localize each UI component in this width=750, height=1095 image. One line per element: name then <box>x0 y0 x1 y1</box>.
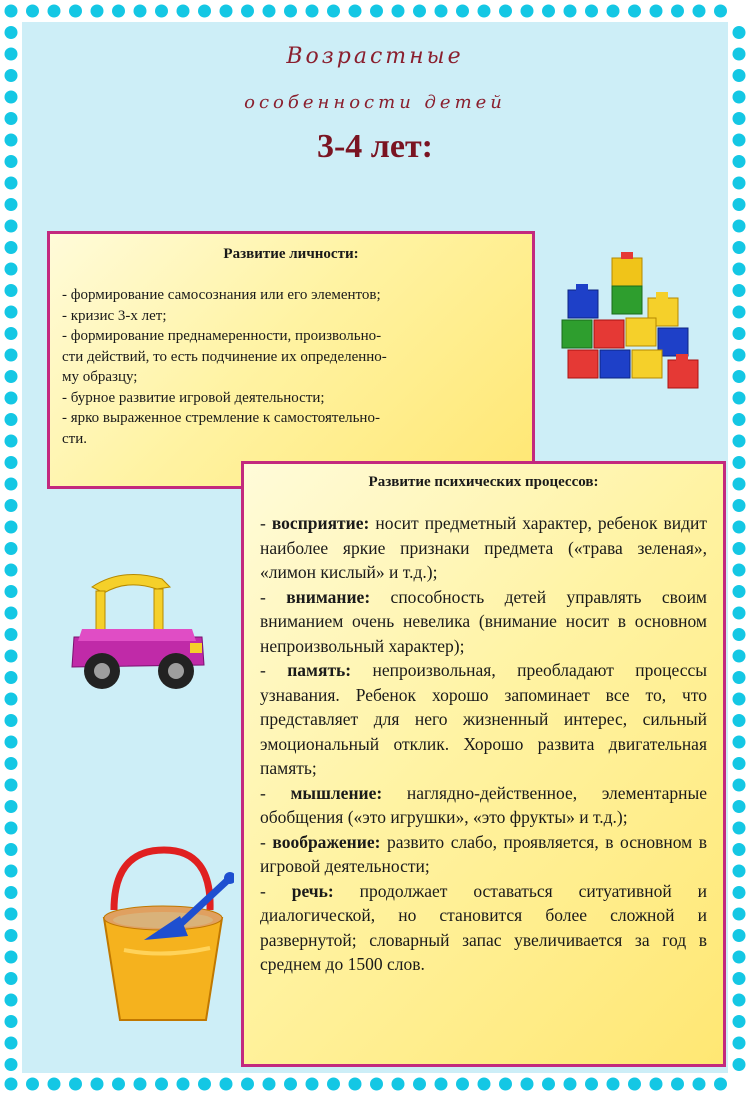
border-dot <box>48 1078 61 1091</box>
border-dot <box>733 843 746 856</box>
border-dot <box>5 134 18 147</box>
border-dot <box>5 972 18 985</box>
border-dot <box>5 521 18 534</box>
border-dot <box>733 994 746 1007</box>
border-dot <box>733 112 746 125</box>
border-dot <box>5 585 18 598</box>
border-dot <box>5 607 18 620</box>
border-dot <box>733 542 746 555</box>
border-dot <box>5 48 18 61</box>
border-dot <box>733 865 746 878</box>
personality-box <box>47 231 535 489</box>
border-dot <box>733 671 746 684</box>
border-dot <box>69 5 82 18</box>
border-dot <box>5 693 18 706</box>
border-dot <box>5 220 18 233</box>
border-dot <box>733 822 746 835</box>
border-dot <box>134 5 147 18</box>
process-text: развито слабо, проявляется, в основном в игровой деятельности; <box>260 831 708 876</box>
personality-title: Развитие личности: <box>223 246 359 262</box>
border-dot <box>91 5 104 18</box>
border-dot <box>263 5 276 18</box>
process-text: носит предметный характер, ребенок видит наиболее яркие признаки предмета («трава зеленая», «лимон кислый» и т.д.); <box>260 513 708 582</box>
border-dot <box>91 1078 104 1091</box>
border-dot <box>733 521 746 534</box>
border-dot <box>5 5 18 18</box>
border-dot <box>733 48 746 61</box>
border-dot <box>349 1078 362 1091</box>
personality-line: - кризис 3-х лет; <box>62 307 167 324</box>
process-term: внимание: <box>286 586 371 607</box>
border-dot <box>69 1078 82 1091</box>
border-dot <box>733 736 746 749</box>
border-dot <box>693 5 706 18</box>
personality-line: му образцу; <box>62 369 138 385</box>
border-dot <box>220 1078 233 1091</box>
border-dot <box>733 1015 746 1028</box>
border-dot <box>5 284 18 297</box>
process-item: - мышление: наглядно-действенное, элементарные обобщения («это игрушки», «это фрукты» и т.д.); <box>260 782 707 827</box>
border-dot <box>263 1078 276 1091</box>
border-dot <box>733 134 746 147</box>
border-dot <box>733 26 746 39</box>
border-dot <box>155 1078 168 1091</box>
border-dot <box>733 628 746 641</box>
border-dot <box>284 1078 297 1091</box>
border-dot <box>733 972 746 985</box>
border-dot <box>733 908 746 921</box>
border-dot <box>650 1078 663 1091</box>
border-dot <box>733 564 746 577</box>
personality-line: - ярко выраженное стремление к самостоятельно- <box>62 410 380 426</box>
process-item: - восприятие: носит предметный характер, ребенок видит наиболее яркие признаки предмета («трава зеленая», «лимон кислый» и т.д.); <box>260 513 708 582</box>
border-dot <box>693 1078 706 1091</box>
border-dot <box>392 5 405 18</box>
processes-box <box>241 461 726 1067</box>
border-dot <box>714 5 727 18</box>
border-dot <box>456 5 469 18</box>
border-dot <box>370 5 383 18</box>
border-dot <box>733 349 746 362</box>
border-dot <box>5 69 18 82</box>
process-item: - память: непроизвольная, преобладают процессы узнавания. Ребенок хорошо запоминает все то, что представляет для него жизненный интерес, сильный эмоциональный отклик. Хорошо развита двигательная память; <box>260 660 707 778</box>
border-dot <box>671 5 684 18</box>
border-dot <box>585 5 598 18</box>
personality-line: сти действий, то есть подчинение их определенно- <box>62 348 387 365</box>
border-dot <box>327 5 340 18</box>
border-dot <box>733 284 746 297</box>
border-dot <box>177 1078 190 1091</box>
border-dot <box>733 327 746 340</box>
process-term: мышление: <box>290 782 383 803</box>
border-dot <box>5 650 18 663</box>
process-item: - речь: продолжает оставаться ситуативной и диалогической, но становится более сложной и развернутой; словарный запас увеличивается за год в среднем до 1500 слов. <box>260 880 708 974</box>
border-dot <box>112 5 125 18</box>
border-dot <box>5 843 18 856</box>
border-dot <box>112 1078 125 1091</box>
border-dot <box>5 306 18 319</box>
border-dot <box>733 198 746 211</box>
border-dot <box>671 1078 684 1091</box>
border-dot <box>733 478 746 491</box>
process-text: продолжает оставаться ситуативной и диалогической, но становится более сложной и развернутой; словарный запас увеличивается за год в среднем до 1500 слов. <box>260 880 708 974</box>
border-dot <box>5 951 18 964</box>
border-dot <box>241 5 254 18</box>
border-dot <box>26 1078 39 1091</box>
border-dot <box>5 865 18 878</box>
title-line-2: особенности детей <box>244 92 506 113</box>
personality-line: - формирование преднамеренности, произвольно- <box>62 328 382 344</box>
border-dot <box>733 693 746 706</box>
border-dot <box>5 1015 18 1028</box>
border-dot <box>26 5 39 18</box>
process-term: восприятие: <box>271 513 370 533</box>
process-item: - внимание: способность детей управлять своим вниманием очень невелика (внимание носит в основном непроизвольный характер); <box>260 586 708 656</box>
border-dot <box>5 714 18 727</box>
border-dot <box>48 5 61 18</box>
border-dot <box>733 220 746 233</box>
border-dot <box>5 91 18 104</box>
border-dot <box>413 5 426 18</box>
border-dot <box>5 628 18 641</box>
border-dot <box>5 1037 18 1050</box>
border-dot <box>5 241 18 254</box>
border-dot <box>733 306 746 319</box>
border-dot <box>5 26 18 39</box>
border-dot <box>733 800 746 813</box>
sand-bucket-icon <box>84 840 234 1030</box>
border-dot <box>327 1078 340 1091</box>
border-dot <box>733 177 746 190</box>
personality-line: сти. <box>62 430 87 447</box>
border-dot <box>5 112 18 125</box>
personality-line: - формирование самосознания или его элементов; <box>62 287 381 303</box>
border-dot <box>733 370 746 383</box>
border-dot <box>5 155 18 168</box>
border-dot <box>733 929 746 942</box>
border-dot <box>370 1078 383 1091</box>
border-dot <box>5 263 18 276</box>
border-dot <box>177 5 190 18</box>
border-dot <box>733 155 746 168</box>
border-dot <box>628 1078 641 1091</box>
border-dot <box>5 177 18 190</box>
border-dot <box>733 886 746 899</box>
border-dot <box>607 5 620 18</box>
process-term: речь: <box>291 880 334 901</box>
title-line-1: Возрастные <box>286 44 464 69</box>
border-dot <box>5 542 18 555</box>
border-dot <box>220 5 233 18</box>
process-item: - воображение: развито слабо, проявляется, в основном в игровой деятельности; <box>260 831 708 876</box>
border-dot <box>733 499 746 512</box>
border-dot <box>521 5 534 18</box>
border-dot <box>733 607 746 620</box>
border-dot <box>733 91 746 104</box>
border-dot <box>5 370 18 383</box>
border-dot <box>198 5 211 18</box>
border-dot <box>5 327 18 340</box>
toy-blocks-icon <box>554 240 714 400</box>
border-dot <box>585 1078 598 1091</box>
border-dot <box>5 564 18 577</box>
border-dot <box>564 1078 577 1091</box>
border-dot <box>5 671 18 684</box>
border-dot <box>5 800 18 813</box>
border-dot <box>306 5 319 18</box>
border-dot <box>5 1078 18 1091</box>
border-dot <box>5 757 18 770</box>
border-dot <box>650 5 663 18</box>
border-dot <box>628 5 641 18</box>
process-text: способность детей управлять своим вниманием очень невелика (внимание носит в основном непроизвольный характер); <box>260 586 708 656</box>
border-dot <box>134 1078 147 1091</box>
border-dot <box>5 435 18 448</box>
border-dot <box>733 263 746 276</box>
border-dot <box>607 1078 620 1091</box>
border-dot <box>5 994 18 1007</box>
process-text: непроизвольная, преобладают процессы узнавания. Ребенок хорошо запоминает все то, что представляет для него жизненный интерес, сильный эмоциональный отклик. Хорошо развита двигательная память; <box>260 660 707 778</box>
border-dot <box>5 478 18 491</box>
border-dot <box>733 757 746 770</box>
border-dot <box>198 1078 211 1091</box>
processes-title: Развитие психических процессов: <box>368 474 599 490</box>
toy-car-icon <box>62 567 212 697</box>
border-dot <box>499 1078 512 1091</box>
border-dot <box>733 69 746 82</box>
border-dot <box>564 5 577 18</box>
border-dot <box>478 1078 491 1091</box>
border-dot <box>733 392 746 405</box>
border-dot <box>241 1078 254 1091</box>
border-dot <box>733 585 746 598</box>
border-dot <box>5 929 18 942</box>
border-dot <box>733 714 746 727</box>
border-dot <box>5 822 18 835</box>
border-dot <box>521 1078 534 1091</box>
border-dot <box>733 435 746 448</box>
border-dot <box>435 1078 448 1091</box>
border-dot <box>456 1078 469 1091</box>
border-dot <box>478 5 491 18</box>
poster-page <box>22 22 728 1073</box>
border-dot <box>733 650 746 663</box>
border-dot <box>155 5 168 18</box>
border-dot <box>5 499 18 512</box>
border-dot <box>733 1037 746 1050</box>
border-dot <box>306 1078 319 1091</box>
title-age: 3-4 лет: <box>316 128 433 165</box>
border-dot <box>542 5 555 18</box>
process-text: наглядно-действенное, элементарные обобщения («это игрушки», «это фрукты» и т.д.); <box>260 782 707 827</box>
border-dot <box>5 456 18 469</box>
process-term: воображение: <box>272 831 381 852</box>
border-dot <box>733 951 746 964</box>
process-term: память: <box>287 660 352 680</box>
border-dot <box>714 1078 727 1091</box>
border-dot <box>733 241 746 254</box>
border-dot <box>733 456 746 469</box>
border-dot <box>5 736 18 749</box>
border-dot <box>284 5 297 18</box>
border-dot <box>5 886 18 899</box>
border-dot <box>435 5 448 18</box>
border-dot <box>5 198 18 211</box>
border-dot <box>5 349 18 362</box>
border-dot <box>499 5 512 18</box>
border-dot <box>5 392 18 405</box>
border-dot <box>733 1058 746 1071</box>
border-dot <box>733 413 746 426</box>
border-dot <box>5 1058 18 1071</box>
border-dot <box>5 908 18 921</box>
border-dot <box>349 5 362 18</box>
personality-line: - бурное развитие игровой деятельности; <box>62 389 325 406</box>
border-dot <box>392 1078 405 1091</box>
border-dot <box>542 1078 555 1091</box>
border-dot <box>733 779 746 792</box>
border-dot <box>413 1078 426 1091</box>
border-dot <box>5 779 18 792</box>
border-dot <box>5 413 18 426</box>
